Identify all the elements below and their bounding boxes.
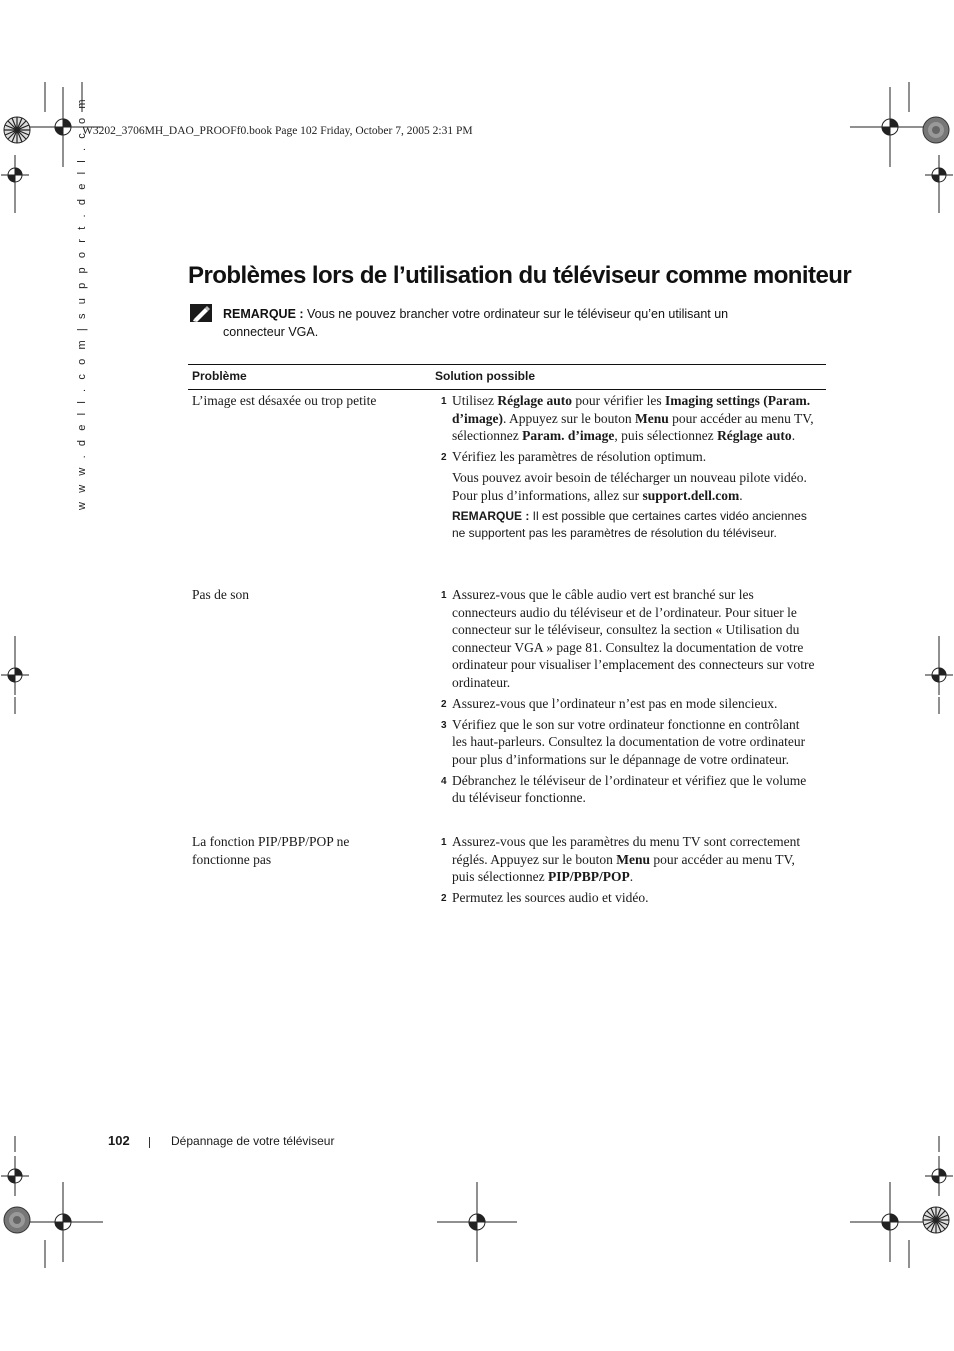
step-text: pour accéder au menu TV, puis sélectionnez xyxy=(452,851,795,884)
step-text: Assurez-vous que le câble audio vert est branché sur les connecteurs audio du téléviseur et de l’ordinateur. Pour situer le connecteur sur le téléviseur, consultez la section « Utilisation du connecteur VGA » page 81. Consultez la documentation de votre ordinateur pour visualiser l’emplacement des connecteurs sur votre ordinateur. xyxy=(452,587,815,690)
step-text: pour accéder au menu TV, sélectionnez xyxy=(452,410,814,443)
step-number: 3 xyxy=(441,719,447,731)
page-title: Problèmes lors de l’utilisation du téléviseur comme moniteur xyxy=(188,262,852,289)
step-number: 1 xyxy=(441,396,447,407)
step-number: 2 xyxy=(441,893,447,904)
crosshair-marks xyxy=(1,87,953,1262)
paragraph-text: Vous pouvez avoir besoin de télécharger un nouveau pilote vidéo. Pour plus d’informations, allez sur xyxy=(452,470,807,503)
problem-cell: L’image est désaxée ou trop petite xyxy=(192,393,377,408)
step-number: 2 xyxy=(441,698,447,710)
book-header-line: W3202_3706MH_DAO_PROOFf0.book Page 102 Friday, October 7, 2005 2:31 PM xyxy=(82,125,473,137)
star-target-marks xyxy=(4,117,949,1233)
step-bold-text: Réglage auto xyxy=(497,393,572,408)
step-text: Vérifiez que le son sur votre ordinateur fonctionne en contrôlant les haut-parleurs. Consultez la documentation de votre ordinateur pour plus d’informations sur le dépannage de votre ordinateur. xyxy=(452,716,806,767)
column-header-solution: Solution possible xyxy=(435,369,536,383)
column-header-problem: Problème xyxy=(192,369,247,383)
note-label: REMARQUE : xyxy=(223,307,304,321)
problem-cell: La fonction PIP/PBP/POP ne fonctionne pas xyxy=(192,834,350,867)
step-text: Assurez-vous que l’ordinateur n’est pas en mode silencieux. xyxy=(452,695,778,711)
step-bold-text: PIP/PBP/POP xyxy=(547,869,630,884)
remark-label: REMARQUE : xyxy=(452,508,530,523)
paragraph-text: . xyxy=(739,487,743,503)
step-text: , puis sélectionnez xyxy=(614,428,718,443)
step-number: 4 xyxy=(441,775,447,787)
step-text: . xyxy=(791,428,796,443)
step-text: Vérifiez les paramètres de résolution optimum. xyxy=(452,449,707,464)
step-text: Permutez les sources audio et vidéo. xyxy=(452,890,649,905)
step-text: Assurez-vous que les paramètres du menu TV sont correctement réglés. Appuyez sur le bouton xyxy=(452,834,801,867)
step-number: 1 xyxy=(441,590,447,601)
step-bold-text: Imaging settings (Param. d’image) xyxy=(452,393,811,426)
step-number: 2 xyxy=(441,452,447,463)
footer-section-title: Dépannage de votre téléviseur xyxy=(171,1134,335,1148)
step-number: 1 xyxy=(441,837,447,848)
step-text: Débranchez le téléviseur de l’ordinateur et vérifiez que le volume du téléviseur fonctionne. xyxy=(452,772,807,805)
side-url: w w w . d e l l . c o m | s u p p o r t . d e l l . c o m xyxy=(76,96,88,510)
step-bold-text: Param. d’image xyxy=(522,428,615,443)
step-bold-text: Menu xyxy=(634,410,669,426)
step-text: pour vérifier les xyxy=(572,393,665,408)
page-number: 102 xyxy=(108,1133,130,1148)
step-text: . Appuyez sur le bouton xyxy=(503,410,635,426)
step-text: Utilisez xyxy=(452,393,498,408)
step-text: . xyxy=(629,869,634,884)
note-text: Vous ne pouvez brancher votre ordinateur sur le téléviseur qu’en utilisant un connecteur VGA. xyxy=(223,307,729,339)
remark-text: Il est possible que certaines cartes vidéo anciennes ne supportent pas les paramètres de résolution du téléviseur. xyxy=(452,508,807,540)
support-link-text: support.dell.com xyxy=(642,487,740,503)
step-bold-text: Réglage auto xyxy=(717,428,792,443)
problem-cell: Pas de son xyxy=(192,587,249,602)
step-bold-text: Menu xyxy=(616,851,650,867)
